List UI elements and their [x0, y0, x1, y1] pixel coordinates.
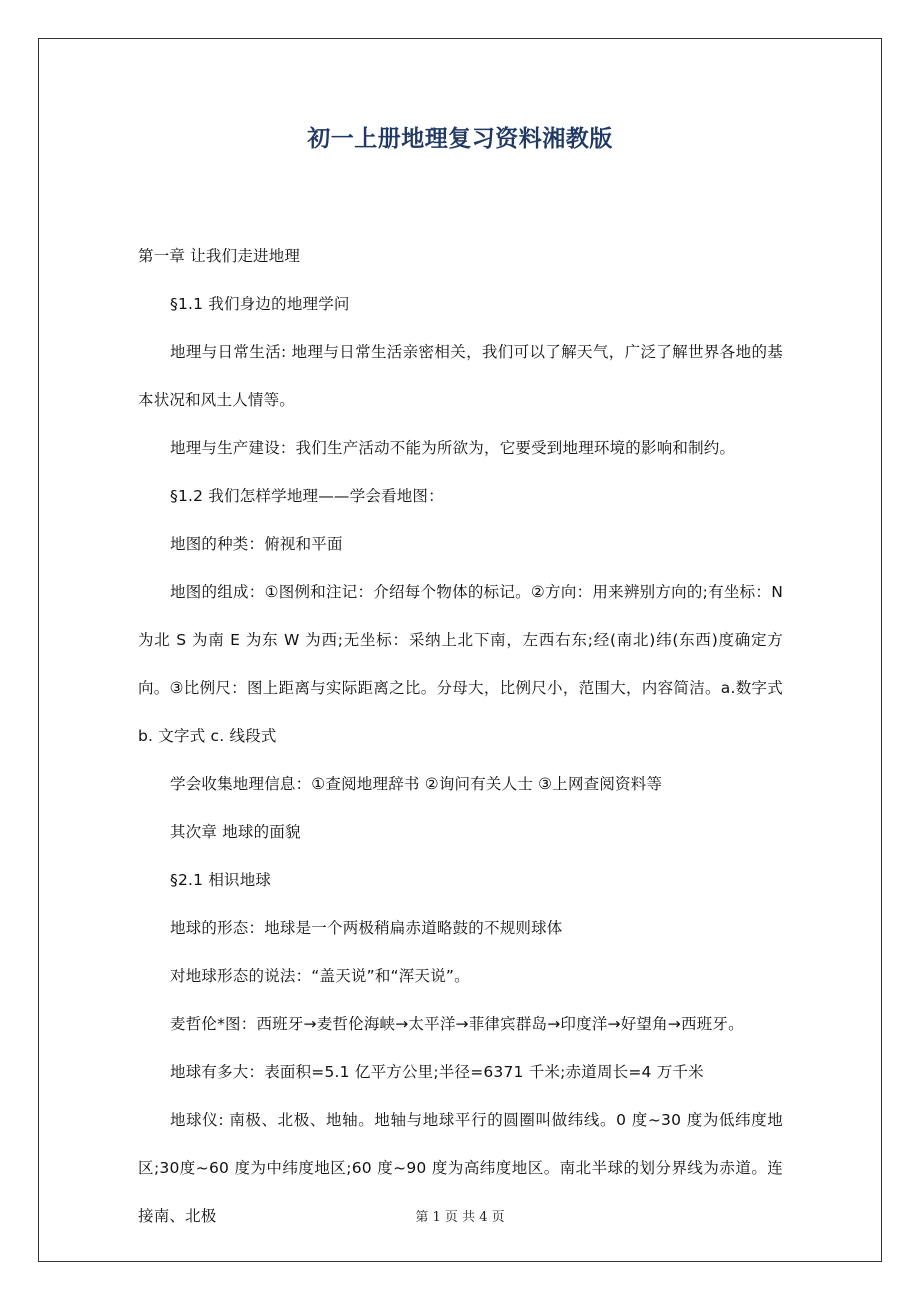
chapter-heading-2: 其次章 地球的面貌 — [170, 823, 301, 841]
paragraph-earth-shape: 地球的形态：地球是一个两极稍扁赤道略鼓的不规则球体 — [170, 919, 563, 937]
document-body — [138, 232, 783, 1240]
paragraph-earth-theories: 对地球形态的说法：“盖天说”和“浑天说”。 — [170, 967, 470, 985]
paragraph-globe: 地球仪: 南极、北极、地轴。地轴与地球平行的圆圈叫做纬线。0 度~30 度为低纬度地区;30度~60 度为中纬度地区;60 度~90 度为高纬度地区。南北半球的划分界线为赤道。连接南、北极 — [138, 1111, 783, 1225]
paragraph-daily-life: 地理与日常生活: 地理与日常生活亲密相关，我们可以了解天气，广泛了解世界各地的基本状况和风土人情等。 — [138, 343, 783, 409]
paragraph-map-components: 地图的组成：①图例和注记：介绍每个物体的标记。②方向：用来辨别方向的;有坐标：N为北 S 为南 E 为东 W 为西;无坐标：采纳上北下南，左西右东;经(南北)纬(东西)度确定方向。③比例尺：图上距离与实际距离之比。分母大，比例尺小，范围大，内容简洁。a.数字式 b. 文字式 c. 线段式 — [138, 583, 783, 745]
document-title: 初一上册地理复习资料湘教版 — [307, 126, 613, 152]
paragraph-production: 地理与生产建设：我们生产活动不能为所欲为，它要受到地理环境的影响和制约。 — [170, 439, 736, 457]
paragraph-map-types: 地图的种类：俯视和平面 — [170, 535, 343, 553]
section-heading-1-1: §1.1 我们身边的地理学问 — [170, 295, 350, 313]
chapter-heading-1: 第一章 让我们走进地理 — [138, 247, 301, 265]
paragraph-magellan: 麦哲伦*图：西班牙→麦哲伦海峡→太平洋→菲律宾群岛→印度洋→好望角→西班牙。 — [170, 1015, 744, 1033]
paragraph-collect-info: 学会收集地理信息：①查阅地理辞书 ②询问有关人士 ③上网查阅资料等 — [170, 775, 663, 793]
paragraph-earth-size: 地球有多大：表面积=5.1 亿平方公里;半径=6371 千米;赤道周长=4 万千米 — [170, 1063, 704, 1081]
section-heading-2-1: §2.1 相识地球 — [170, 871, 272, 889]
section-heading-1-2: §1.2 我们怎样学地理——学会看地图： — [170, 487, 444, 505]
page-footer: 第 1 页 共 4 页 — [415, 1210, 505, 1225]
